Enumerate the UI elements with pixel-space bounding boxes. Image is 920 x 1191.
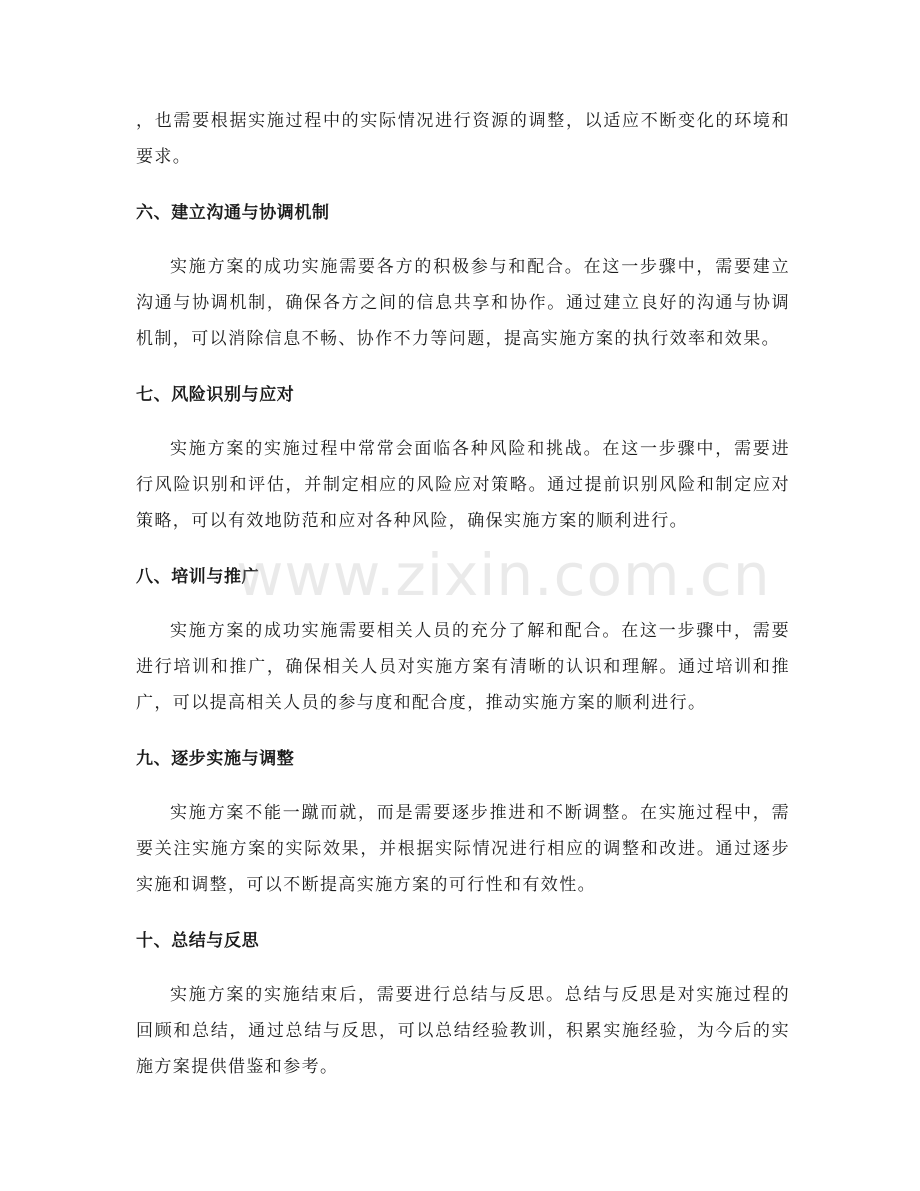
watermark-text: www.zixin.com.cn bbox=[236, 541, 771, 609]
section-heading-9: 九、逐步实施与调整 bbox=[136, 749, 295, 769]
intro-paragraph: ，也需要根据实施过程中的实际情况进行资源的调整，以适应不断变化的环境和要求。 bbox=[136, 111, 790, 167]
section-body-8: 实施方案的成功实施需要相关人员的充分了解和配合。在这一步骤中，需要进行培训和推广，确保相关人员对实施方案有清晰的认识和理解。通过培训和推广，可以提高相关人员的参与度和配合度，推动实施方案的顺利进行。 bbox=[136, 621, 790, 713]
section-heading-6: 六、建立沟通与协调机制 bbox=[136, 203, 330, 223]
section-heading-8: 八、培训与推广 bbox=[136, 567, 260, 587]
section-body-7: 实施方案的实施过程中常常会面临各种风险和挑战。在这一步骤中，需要进行风险识别和评估，并制定相应的风险应对策略。通过提前识别风险和制定应对策略，可以有效地防范和应对各种风险，确保实施方案的顺利进行。 bbox=[136, 439, 790, 531]
section-heading-10: 十、总结与反思 bbox=[136, 931, 260, 951]
section-body-6: 实施方案的成功实施需要各方的积极参与和配合。在这一步骤中，需要建立沟通与协调机制，确保各方之间的信息共享和协作。通过建立良好的沟通与协调机制，可以消除信息不畅、协作不力等问题，提高实施方案的执行效率和效果。 bbox=[136, 257, 790, 349]
section-body-10: 实施方案的实施结束后，需要进行总结与反思。总结与反思是对实施过程的回顾和总结，通过总结与反思，可以总结经验教训，积累实施经验，为今后的实施方案提供借鉴和参考。 bbox=[136, 985, 790, 1077]
section-heading-7: 七、风险识别与应对 bbox=[136, 385, 295, 405]
section-body-9: 实施方案不能一蹴而就，而是需要逐步推进和不断调整。在实施过程中，需要关注实施方案的实际效果，并根据实际情况进行相应的调整和改进。通过逐步实施和调整，可以不断提高实施方案的可行性和有效性。 bbox=[136, 803, 790, 895]
